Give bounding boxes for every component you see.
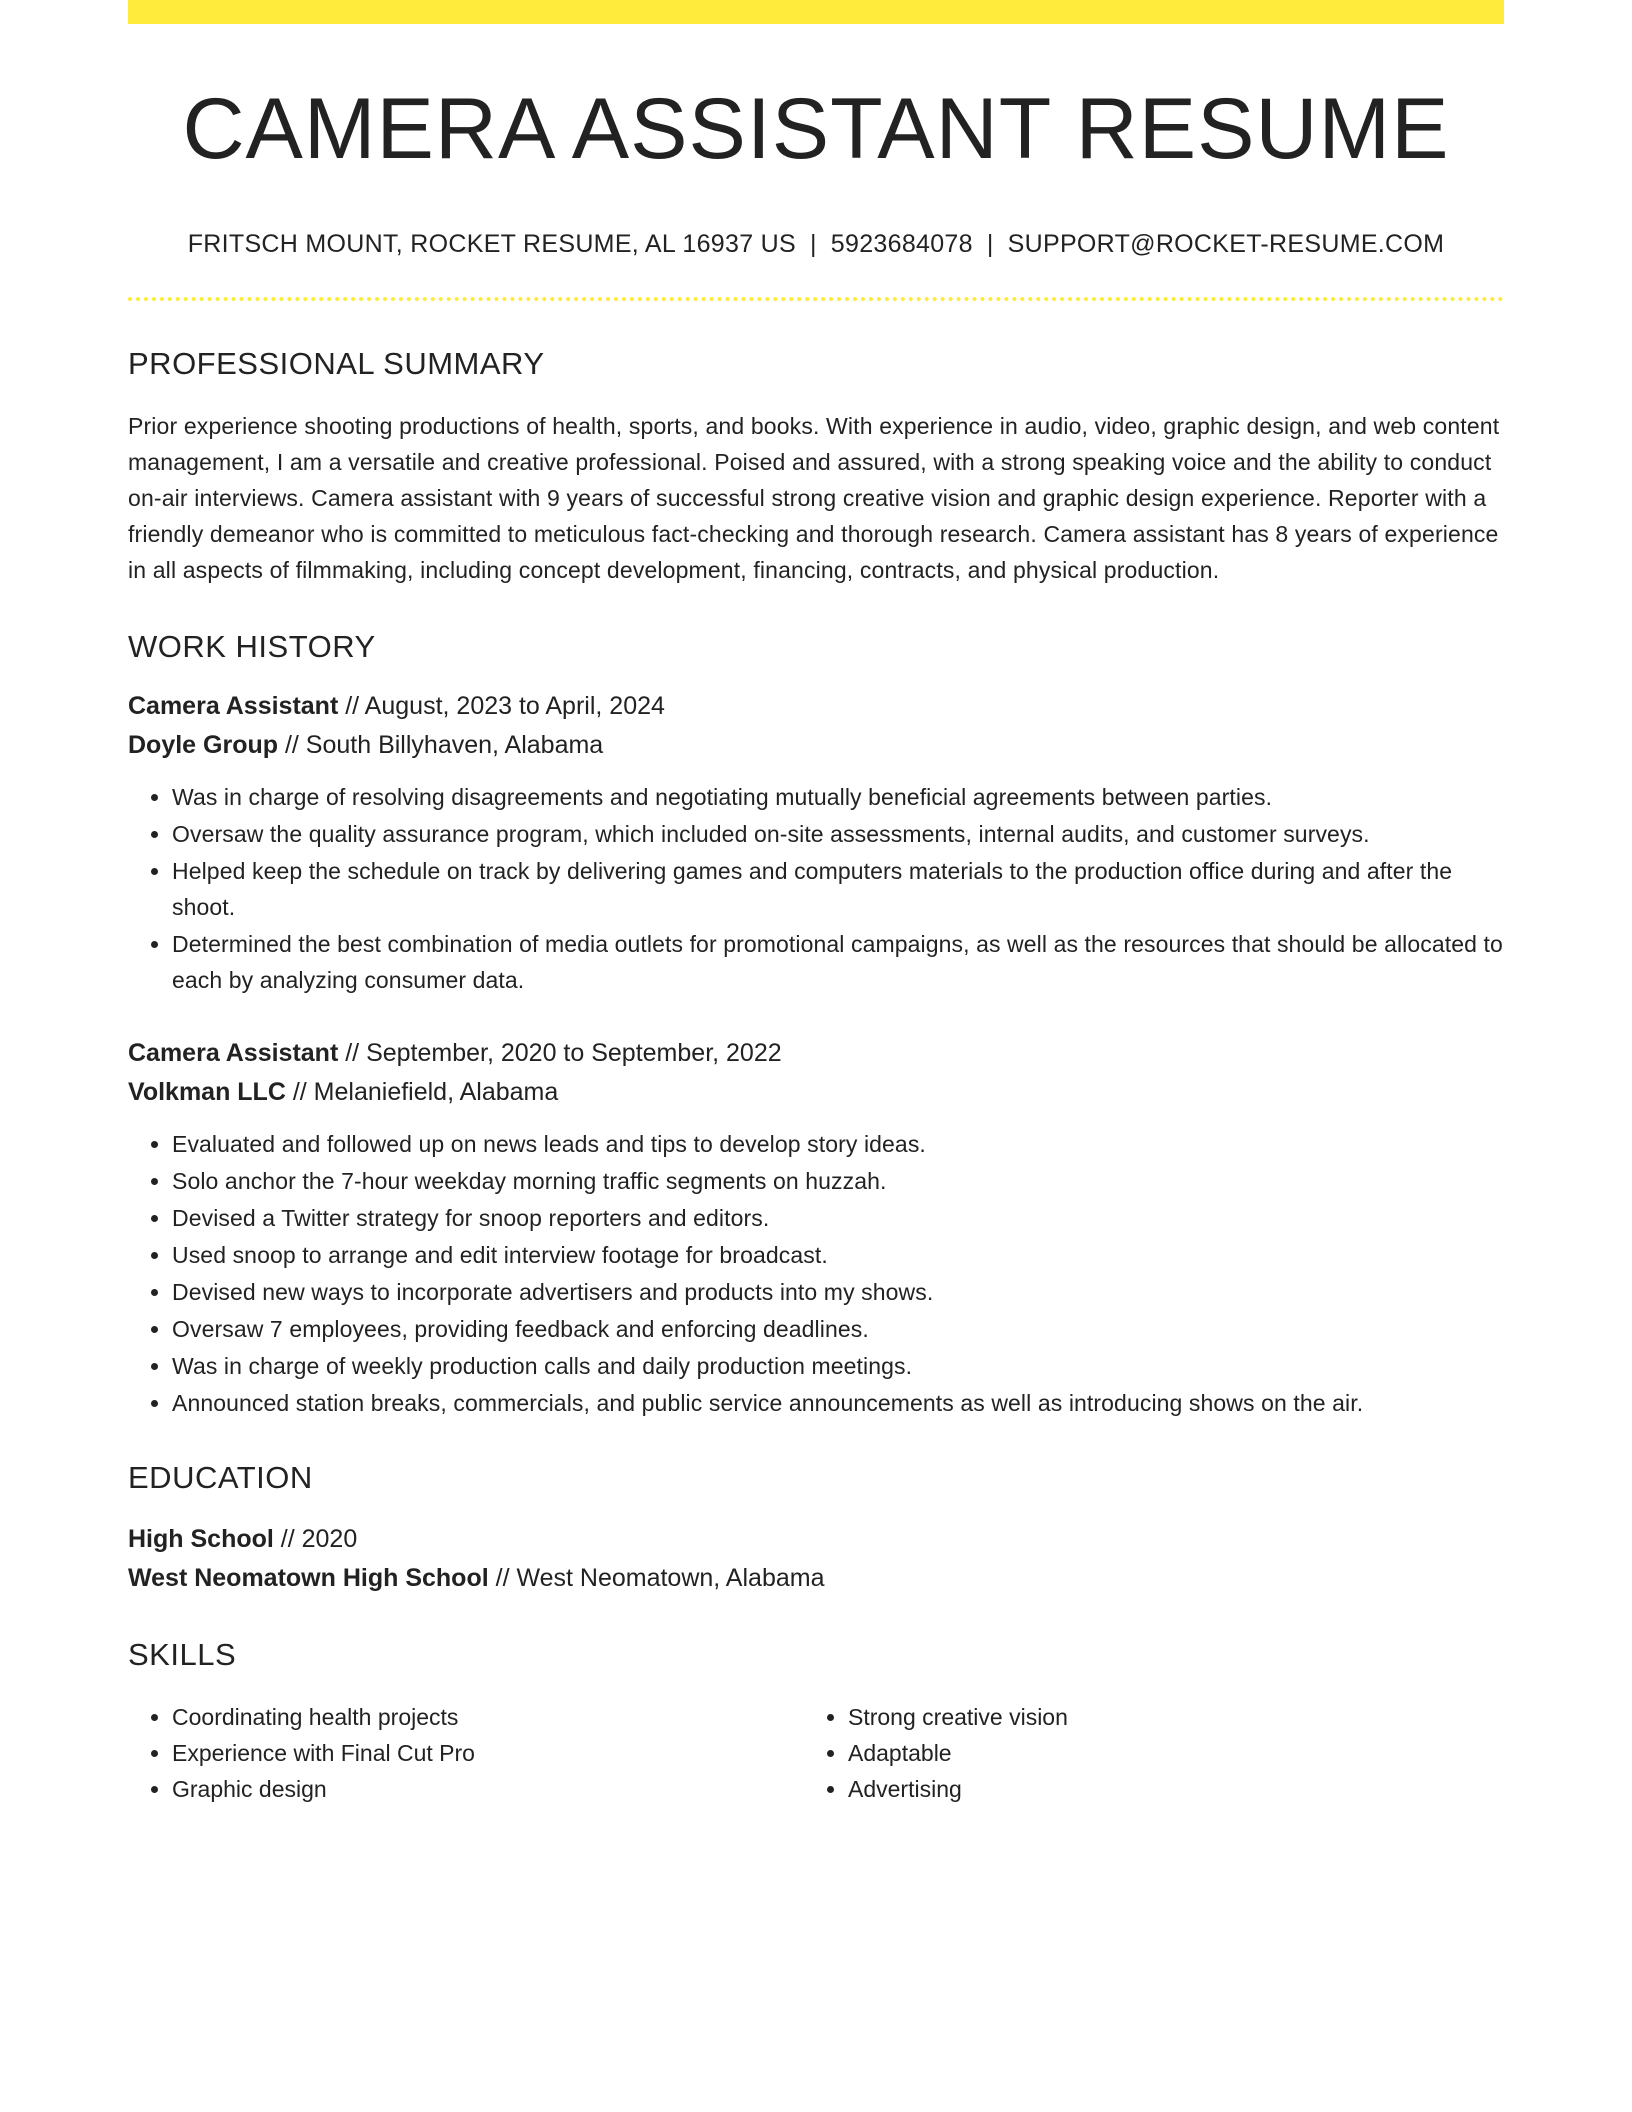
skills-column-left [128, 1699, 804, 1807]
contact-separator: | [986, 229, 994, 258]
list-item: • Oversaw the quality assurance program, which included on-site assessments, internal audits, and customer surveys. [172, 816, 1504, 852]
contact-address: FRITSCH MOUNT, ROCKET RESUME, AL 16937 US [187, 229, 796, 258]
list-item: • Adaptable [848, 1735, 1480, 1771]
contact-separator: | [810, 229, 817, 258]
contact-phone: 5923684078 [830, 229, 973, 258]
list-item: • Experience with Final Cut Pro [172, 1735, 804, 1771]
job-company: Volkman LLC [128, 1077, 286, 1106]
job-bullets [128, 779, 1504, 998]
list-item: • Helped keep the schedule on track by delivering games and computers materials to the production office during and after the shoot. [172, 853, 1504, 925]
job-entry [128, 687, 1504, 998]
contact-line [128, 229, 1504, 259]
list-item: • Strong creative vision [848, 1699, 1480, 1735]
list-item: • Was in charge of weekly production calls and daily production meetings. [172, 1348, 1504, 1384]
work-history-heading: WORK HISTORY [128, 628, 376, 664]
education-location: // West Neomatown, Alabama [488, 1564, 825, 1593]
list-item: • Oversaw 7 employees, providing feedback and enforcing deadlines. [172, 1311, 1504, 1347]
list-item: • Used snoop to arrange and edit interview footage for broadcast. [172, 1237, 1504, 1273]
education-degree-line [128, 1520, 1504, 1559]
job-company-line [128, 726, 1504, 765]
job-company: Doyle Group [128, 730, 279, 759]
accent-top-bar [128, 0, 1504, 24]
education-school-line [128, 1559, 1504, 1598]
education-entry [128, 1520, 1504, 1598]
list-item: • Announced station breaks, commercials, and public service announcements as well as introducing shows on the air. [172, 1385, 1504, 1421]
resume-title: CAMERA ASSISTANT RESUME [182, 81, 1450, 177]
skills-grid [128, 1699, 1504, 1807]
job-title-line [128, 1034, 1504, 1073]
job-company-line [128, 1073, 1504, 1112]
summary-text: Prior experience shooting productions of health, sports, and books. With experience in audio, video, graphic design, and web content management, I am a versatile and creative professional. Poised and assured, with a strong speaking voice and the ability to conduct on-air interviews. Camera assistant with 9 years of successful strong creative vision and graphic design experience. Reporter with a friendly demeanor who is committed to meticulous fact-checking and thorough research. Camera assistant has 8 years of experience in all aspects of filmmaking, including concept development, financing, contracts, and physical production. [128, 412, 1500, 583]
job-location: // South Billyhaven, Alabama [278, 730, 604, 759]
skills-heading: SKILLS [128, 1637, 237, 1673]
job-title: Camera Assistant [128, 1038, 339, 1067]
education-degree: High School [128, 1525, 274, 1554]
skills-column-right [804, 1699, 1480, 1807]
education-year: // 2020 [273, 1525, 358, 1554]
job-entry [128, 1034, 1504, 1421]
list-item: • Evaluated and followed up on news leads and tips to develop story ideas. [172, 1126, 1504, 1162]
list-item: • Devised new ways to incorporate advertisers and products into my shows. [172, 1274, 1504, 1310]
list-item: • Devised a Twitter strategy for snoop reporters and editors. [172, 1200, 1504, 1236]
job-dates: // August, 2023 to April, 2024 [338, 691, 665, 720]
list-item: • Coordinating health projects [172, 1699, 804, 1735]
list-item: • Advertising [848, 1771, 1480, 1807]
job-title: Camera Assistant [128, 691, 339, 720]
list-item: • Graphic design [172, 1771, 804, 1807]
job-title-line [128, 687, 1504, 726]
summary-heading: PROFESSIONAL SUMMARY [128, 345, 545, 381]
resume-page [128, 0, 1504, 1807]
job-dates: // September, 2020 to September, 2022 [338, 1038, 782, 1067]
dotted-divider [128, 297, 1504, 301]
education-heading: EDUCATION [128, 1459, 313, 1495]
education-school: West Neomatown High School [128, 1564, 489, 1593]
job-location: // Melaniefield, Alabama [285, 1077, 559, 1106]
contact-email: SUPPORT@ROCKET-RESUME.COM [1007, 229, 1445, 258]
job-bullets [128, 1126, 1504, 1421]
list-item: • Determined the best combination of media outlets for promotional campaigns, as well as the resources that should be allocated to each by analyzing consumer data. [172, 926, 1504, 998]
list-item: • Was in charge of resolving disagreements and negotiating mutually beneficial agreements between parties. [172, 779, 1504, 815]
list-item: • Solo anchor the 7-hour weekday morning traffic segments on huzzah. [172, 1163, 1504, 1199]
